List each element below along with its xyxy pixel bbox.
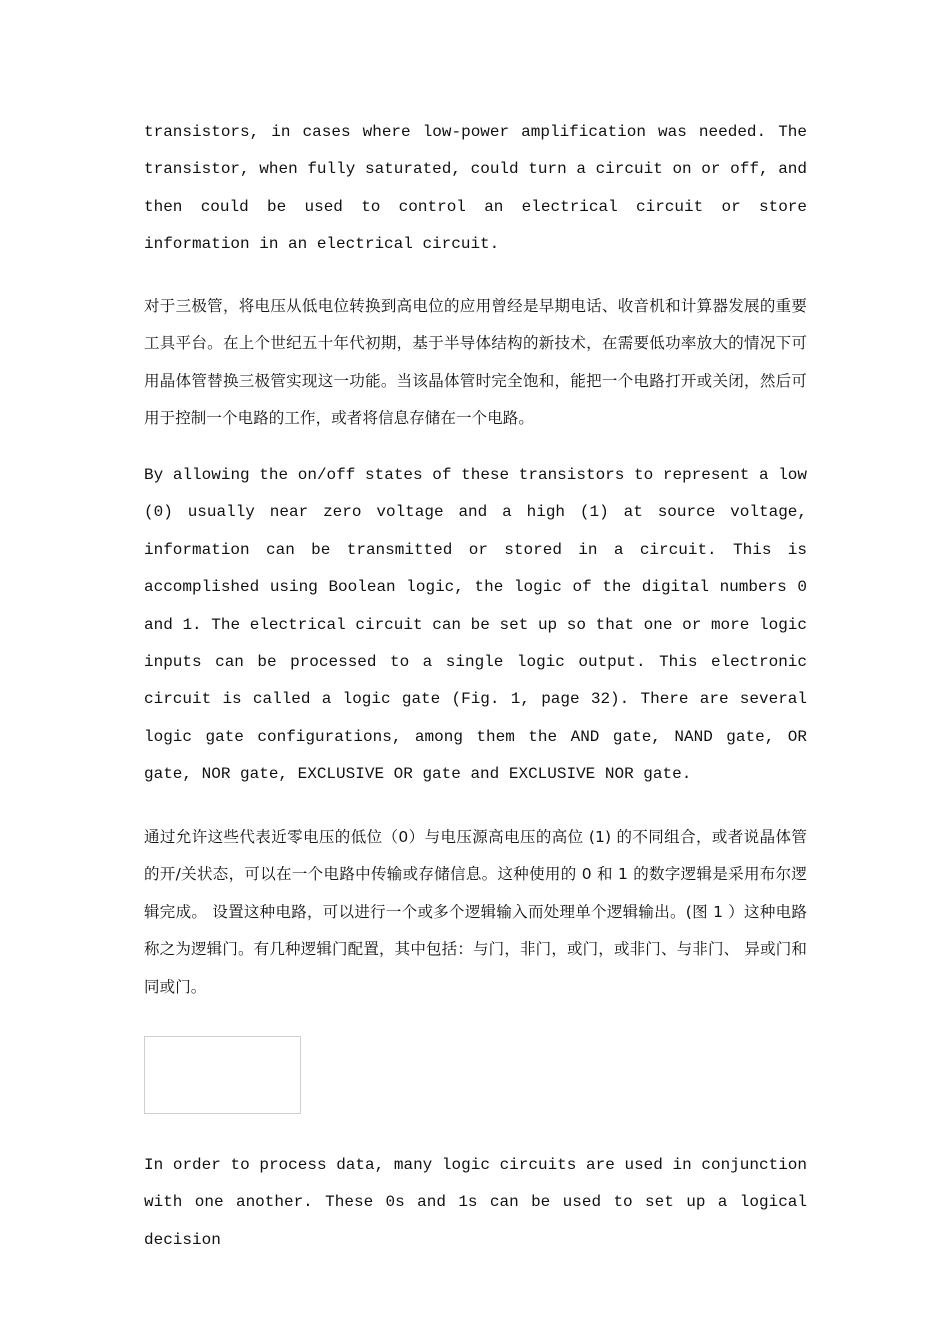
paragraph-chinese-transistor-saturation: 对于三极管，将电压从低电位转换到高电位的应用曾经是早期电话、收音机和计算器发展的重要工具平台。在上个世纪五十年代初期，基于半导体结构的新技术，在需要低功率放大的情况下可用晶体管替换三极管实现这一功能。当该晶体管时完全饱和，能把一个电路打开或关闭，然后可用于控制一个电路的工作，或者将信息存储在一个电路。 [144,297,807,428]
paragraph-chinese-boolean-logic: 通过允许这些代表近零电压的低位（0）与电压源高电压的高位 (1) 的不同组合，或者说晶体管的开/关状态，可以在一个电路中传输或存储信息。这种使用的 0 和 1 的数字逻辑是采用布尔逻辑完成。 设置这种电路，可以进行一个或多个逻辑输入而处理单个逻辑输出。(图 1 ）这种电路称之为逻辑门。有几种逻辑门配置，其中包括：与门，非门，或门，或非门、与非门、 异或门和 同或门。 [144,828,807,996]
paragraph-english-boolean-logic: By allowing the on/off states of these transistors to represent a low (0) usually near zero voltage and a high (1) at source voltage, information can be transmitted or stored in a circuit. This is accomplished using Boolean logic, the logic of the digital numbers 0 and 1. The electrical circuit can be set up so that one or more logic inputs can be processed to a single logic output. This electronic circuit is called a logic gate (Fig. 1, page 32). There are several logic gate configurations, among them the AND gate, NAND gate, OR gate, NOR gate, EXCLUSIVE OR gate and EXCLUSIVE NOR gate. [144,466,807,784]
paragraph-english-data-processing: In order to process data, many logic circuits are used in conjunction with one another. These 0s and 1s can be used to set up a logical decision [144,1156,807,1249]
paragraph-english-transistor-saturation: transistors, in cases where low-power amplification was needed. The transistor, when fully saturated, could turn a circuit on or off, and then could be used to control an electrical circuit or store information in an electrical circuit. [144,123,807,254]
figure-placeholder [144,1036,301,1114]
